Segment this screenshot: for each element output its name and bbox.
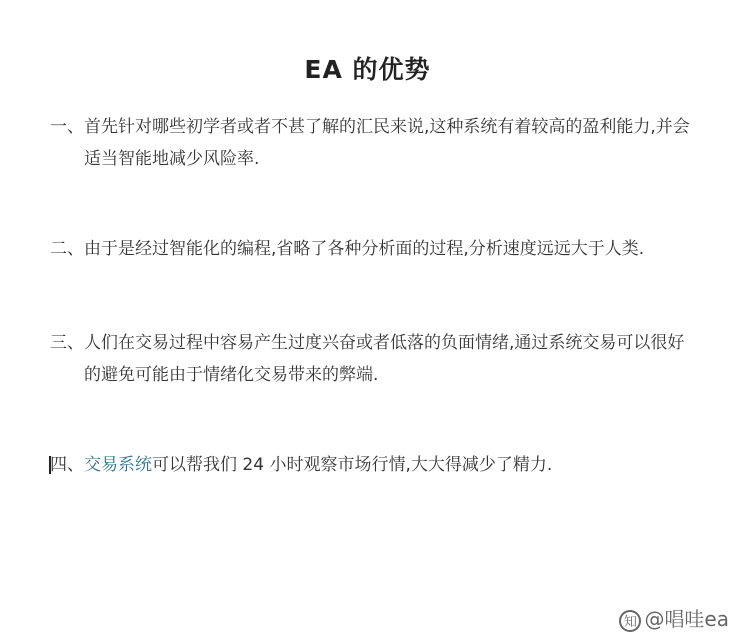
zhihu-icon: 知: [619, 610, 641, 632]
paragraph-1-line-2: 适当智能地减少风险率.: [84, 149, 260, 169]
page-title: EA 的优势: [304, 55, 431, 84]
watermark: [619, 603, 729, 632]
paragraph-2-line-1: [50, 234, 644, 265]
paragraph-text: 可以帮我们 24 小时观察市场行情,大大得减少了精力.: [152, 455, 553, 475]
trading-system-link[interactable]: 交易系统: [84, 455, 152, 475]
paragraph-text: 首先针对哪些初学者或者不甚了解的汇民来说,这种系统有着较高的盈利能力,并会: [84, 117, 690, 137]
paragraph-4-line-1: [50, 450, 552, 481]
paragraph-number: 四、: [50, 455, 84, 475]
paragraph-text: 人们在交易过程中容易产生过度兴奋或者低落的负面情绪,通过系统交易可以很好: [84, 333, 685, 353]
paragraph-number: 三、: [50, 333, 84, 353]
paragraph-3-line-1: [50, 328, 684, 359]
paragraph-number: 一、: [50, 117, 84, 137]
watermark-text: @唱哇ea: [644, 607, 729, 631]
paragraph-1-line-1: [50, 112, 690, 143]
paragraph-number: 二、: [50, 239, 84, 259]
paragraph-3-line-2: 的避免可能由于情绪化交易带来的弊端.: [84, 365, 379, 385]
paragraph-text: 由于是经过智能化的编程,省略了各种分析面的过程,分析速度远远大于人类.: [84, 239, 645, 259]
